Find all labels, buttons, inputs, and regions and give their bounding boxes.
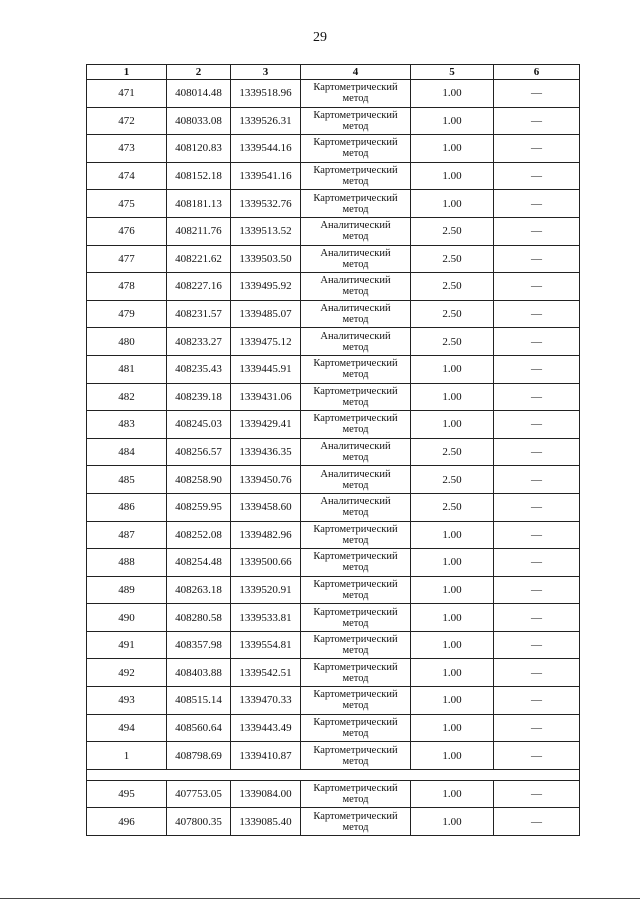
method-line-2: метод [342,700,369,712]
accuracy-cell: 1.00 [411,135,494,163]
y-coordinate-cell: 1339544.16 [231,135,301,163]
point-number-cell: 478 [87,273,167,301]
x-coordinate-cell: 408181.13 [167,190,231,218]
accuracy-cell: 1.00 [411,521,494,549]
method-cell [301,383,411,411]
table-row [87,438,580,466]
description-cell: — [494,217,580,245]
point-number-cell: 493 [87,687,167,715]
method-line-1: Аналитический [320,496,391,508]
method-cell [301,328,411,356]
table-row [87,383,580,411]
y-coordinate-cell: 1339458.60 [231,493,301,521]
point-number-cell: 479 [87,300,167,328]
method-line-1: Картометрический [313,413,398,425]
method-line-1: Картометрический [313,744,398,756]
y-coordinate-cell: 1339429.41 [231,411,301,439]
description-cell: — [494,273,580,301]
table-row [87,521,580,549]
table-row [87,273,580,301]
x-coordinate-cell: 408252.08 [167,521,231,549]
header-row [87,65,580,80]
table-row [87,107,580,135]
table-row [87,217,580,245]
point-number-cell: 483 [87,411,167,439]
description-cell: — [494,631,580,659]
method-line-2: метод [342,341,369,353]
point-number-cell: 475 [87,190,167,218]
accuracy-cell: 1.00 [411,808,494,836]
method-line-2: метод [342,821,369,833]
method-cell [301,245,411,273]
point-number-cell: 487 [87,521,167,549]
method-cell [301,438,411,466]
description-cell: — [494,493,580,521]
table-body-main [87,80,580,770]
description-cell: — [494,355,580,383]
method-line-2: метод [342,258,369,270]
method-line-2: метод [342,286,369,298]
table-row [87,714,580,742]
point-number-cell: 488 [87,549,167,577]
method-cell [301,466,411,494]
x-coordinate-cell: 408235.43 [167,355,231,383]
header-col-1: 1 [87,65,167,80]
method-line-1: Картометрический [313,551,398,563]
x-coordinate-cell: 408120.83 [167,135,231,163]
point-number-cell: 484 [87,438,167,466]
method-line-1: Аналитический [320,247,391,259]
table-row [87,411,580,439]
method-line-2: метод [342,727,369,739]
accuracy-cell: 1.00 [411,659,494,687]
method-line-2: метод [342,479,369,491]
accuracy-cell: 1.00 [411,714,494,742]
accuracy-cell: 1.00 [411,162,494,190]
table-row [87,780,580,808]
header-col-4: 4 [301,65,411,80]
accuracy-cell: 1.00 [411,780,494,808]
accuracy-cell: 1.00 [411,190,494,218]
description-cell: — [494,808,580,836]
description-cell: — [494,687,580,715]
method-line-2: метод [342,148,369,160]
description-cell: — [494,576,580,604]
table-row [87,576,580,604]
method-line-2: метод [342,93,369,105]
method-line-1: Аналитический [320,275,391,287]
method-line-1: Картометрический [313,137,398,149]
x-coordinate-cell: 408263.18 [167,576,231,604]
point-number-cell: 474 [87,162,167,190]
accuracy-cell: 2.50 [411,328,494,356]
point-number-cell: 495 [87,780,167,808]
method-line-1: Картометрический [313,385,398,397]
point-number-cell: 489 [87,576,167,604]
y-coordinate-cell: 1339482.96 [231,521,301,549]
table-row [87,659,580,687]
x-coordinate-cell: 408254.48 [167,549,231,577]
method-line-1: Картометрический [313,578,398,590]
x-coordinate-cell: 408231.57 [167,300,231,328]
method-cell [301,107,411,135]
x-coordinate-cell: 408152.18 [167,162,231,190]
y-coordinate-cell: 1339084.00 [231,780,301,808]
table-row [87,631,580,659]
accuracy-cell: 1.00 [411,411,494,439]
accuracy-cell: 2.50 [411,273,494,301]
table-row [87,604,580,632]
x-coordinate-cell: 408256.57 [167,438,231,466]
y-coordinate-cell: 1339503.50 [231,245,301,273]
y-coordinate-cell: 1339495.92 [231,273,301,301]
description-cell: — [494,107,580,135]
description-cell: — [494,659,580,687]
description-cell: — [494,466,580,494]
table-row [87,808,580,836]
point-number-cell: 471 [87,80,167,108]
description-cell: — [494,300,580,328]
point-number-cell: 492 [87,659,167,687]
method-cell [301,808,411,836]
method-line-1: Картометрический [313,661,398,673]
accuracy-cell: 1.00 [411,355,494,383]
y-coordinate-cell: 1339445.91 [231,355,301,383]
method-line-2: метод [342,794,369,806]
method-line-1: Картометрический [313,783,398,795]
point-number-cell: 494 [87,714,167,742]
accuracy-cell: 1.00 [411,742,494,770]
gap-row [87,769,580,780]
method-line-2: метод [342,314,369,326]
description-cell: — [494,135,580,163]
y-coordinate-cell: 1339436.35 [231,438,301,466]
table-row [87,355,580,383]
y-coordinate-cell: 1339526.31 [231,107,301,135]
coordinates-table [86,64,580,836]
method-cell [301,493,411,521]
coordinates-table-wrapper [86,64,579,836]
method-line-1: Аналитический [320,441,391,453]
method-line-1: Картометрический [313,810,398,822]
table-row [87,190,580,218]
y-coordinate-cell: 1339475.12 [231,328,301,356]
accuracy-cell: 1.00 [411,383,494,411]
table-row [87,549,580,577]
method-line-2: метод [342,617,369,629]
method-line-1: Картометрический [313,523,398,535]
method-cell [301,687,411,715]
method-line-1: Аналитический [320,303,391,315]
description-cell: — [494,80,580,108]
method-line-2: метод [342,369,369,381]
method-cell [301,659,411,687]
method-cell [301,549,411,577]
accuracy-cell: 2.50 [411,217,494,245]
method-line-2: метод [342,231,369,243]
method-line-2: метод [342,396,369,408]
method-cell [301,576,411,604]
description-cell: — [494,714,580,742]
method-line-2: метод [342,562,369,574]
accuracy-cell: 2.50 [411,466,494,494]
description-cell: — [494,780,580,808]
x-coordinate-cell: 408221.62 [167,245,231,273]
method-cell [301,411,411,439]
description-cell: — [494,411,580,439]
method-cell [301,631,411,659]
method-line-1: Картометрический [313,689,398,701]
method-line-2: метод [342,589,369,601]
y-coordinate-cell: 1339085.40 [231,808,301,836]
table-row [87,162,580,190]
description-cell: — [494,604,580,632]
x-coordinate-cell: 408259.95 [167,493,231,521]
table-gap [87,769,580,780]
description-cell: — [494,549,580,577]
method-cell [301,355,411,383]
method-line-1: Картометрический [313,165,398,177]
method-line-2: метод [342,507,369,519]
y-coordinate-cell: 1339520.91 [231,576,301,604]
method-line-2: метод [342,672,369,684]
accuracy-cell: 2.50 [411,300,494,328]
x-coordinate-cell: 408014.48 [167,80,231,108]
method-cell [301,742,411,770]
x-coordinate-cell: 408515.14 [167,687,231,715]
y-coordinate-cell: 1339541.16 [231,162,301,190]
method-cell [301,780,411,808]
x-coordinate-cell: 408798.69 [167,742,231,770]
table-body-continued [87,780,580,835]
point-number-cell: 496 [87,808,167,836]
y-coordinate-cell: 1339513.52 [231,217,301,245]
point-number-cell: 481 [87,355,167,383]
method-cell [301,273,411,301]
method-line-1: Аналитический [320,468,391,480]
point-number-cell: 477 [87,245,167,273]
description-cell: — [494,162,580,190]
method-line-1: Аналитический [320,330,391,342]
description-cell: — [494,742,580,770]
method-line-1: Аналитический [320,220,391,232]
description-cell: — [494,328,580,356]
point-number-cell: 490 [87,604,167,632]
y-coordinate-cell: 1339450.76 [231,466,301,494]
point-number-cell: 472 [87,107,167,135]
table-row [87,493,580,521]
description-cell: — [494,438,580,466]
point-number-cell: 486 [87,493,167,521]
accuracy-cell: 1.00 [411,80,494,108]
y-coordinate-cell: 1339485.07 [231,300,301,328]
x-coordinate-cell: 408033.08 [167,107,231,135]
point-number-cell: 473 [87,135,167,163]
point-number-cell: 485 [87,466,167,494]
y-coordinate-cell: 1339542.51 [231,659,301,687]
x-coordinate-cell: 408560.64 [167,714,231,742]
method-cell [301,714,411,742]
y-coordinate-cell: 1339443.49 [231,714,301,742]
x-coordinate-cell: 408233.27 [167,328,231,356]
table-row [87,135,580,163]
accuracy-cell: 2.50 [411,438,494,466]
x-coordinate-cell: 408357.98 [167,631,231,659]
y-coordinate-cell: 1339554.81 [231,631,301,659]
method-line-1: Картометрический [313,606,398,618]
table-row [87,245,580,273]
accuracy-cell: 1.00 [411,576,494,604]
table-row [87,300,580,328]
description-cell: — [494,521,580,549]
description-cell: — [494,190,580,218]
accuracy-cell: 2.50 [411,493,494,521]
y-coordinate-cell: 1339500.66 [231,549,301,577]
method-line-1: Картометрический [313,192,398,204]
page-number: 29 [313,30,327,45]
accuracy-cell: 1.00 [411,687,494,715]
accuracy-cell: 1.00 [411,631,494,659]
method-cell [301,80,411,108]
method-line-2: метод [342,203,369,215]
method-cell [301,162,411,190]
x-coordinate-cell: 408258.90 [167,466,231,494]
x-coordinate-cell: 408280.58 [167,604,231,632]
y-coordinate-cell: 1339470.33 [231,687,301,715]
x-coordinate-cell: 407800.35 [167,808,231,836]
header-col-6: 6 [494,65,580,80]
header-col-5: 5 [411,65,494,80]
method-line-1: Картометрический [313,358,398,370]
y-coordinate-cell: 1339532.76 [231,190,301,218]
y-coordinate-cell: 1339518.96 [231,80,301,108]
table-row [87,80,580,108]
method-line-2: метод [342,424,369,436]
header-col-3: 3 [231,65,301,80]
point-number-cell: 491 [87,631,167,659]
method-cell [301,190,411,218]
method-line-2: метод [342,645,369,657]
page-bottom-rule [0,898,640,899]
accuracy-cell: 1.00 [411,549,494,577]
description-cell: — [494,245,580,273]
method-cell [301,521,411,549]
method-cell [301,217,411,245]
method-line-2: метод [342,452,369,464]
x-coordinate-cell: 408403.88 [167,659,231,687]
method-line-1: Картометрический [313,634,398,646]
table-row [87,328,580,356]
table-row [87,742,580,770]
x-coordinate-cell: 408227.16 [167,273,231,301]
header-col-2: 2 [167,65,231,80]
table-row [87,466,580,494]
method-line-2: метод [342,755,369,767]
method-line-2: метод [342,120,369,132]
table-row [87,687,580,715]
point-number-cell: 476 [87,217,167,245]
x-coordinate-cell: 407753.05 [167,780,231,808]
method-line-2: метод [342,176,369,188]
point-number-cell: 482 [87,383,167,411]
gap-cell [87,769,580,780]
method-cell [301,300,411,328]
y-coordinate-cell: 1339410.87 [231,742,301,770]
x-coordinate-cell: 408211.76 [167,217,231,245]
accuracy-cell: 2.50 [411,245,494,273]
x-coordinate-cell: 408239.18 [167,383,231,411]
method-line-1: Картометрический [313,82,398,94]
x-coordinate-cell: 408245.03 [167,411,231,439]
method-line-2: метод [342,534,369,546]
point-number-cell: 1 [87,742,167,770]
accuracy-cell: 1.00 [411,107,494,135]
point-number-cell: 480 [87,328,167,356]
accuracy-cell: 1.00 [411,604,494,632]
y-coordinate-cell: 1339431.06 [231,383,301,411]
description-cell: — [494,383,580,411]
method-cell [301,604,411,632]
method-line-1: Картометрический [313,109,398,121]
method-cell [301,135,411,163]
method-line-1: Картометрический [313,716,398,728]
y-coordinate-cell: 1339533.81 [231,604,301,632]
